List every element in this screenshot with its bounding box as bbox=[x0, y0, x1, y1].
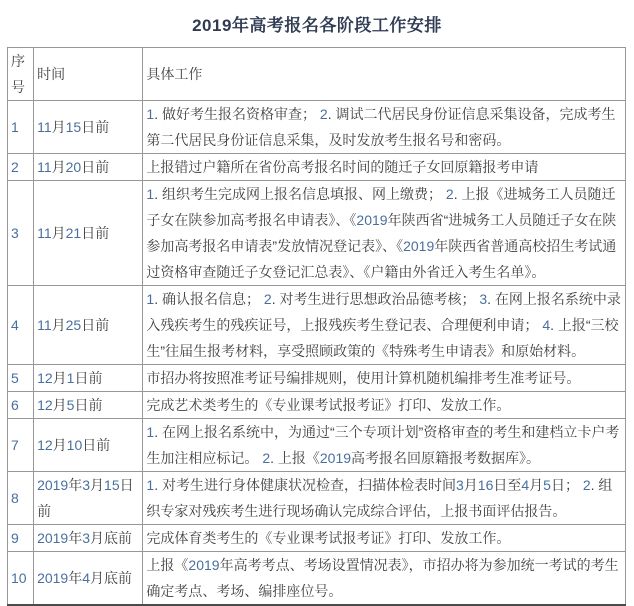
cell-work: 市招办将按照准考证号编排规则，使用计算机随机编排考生准考证号。 bbox=[143, 365, 626, 392]
column-header-work: 具体工作 bbox=[143, 48, 626, 101]
table-row bbox=[8, 101, 626, 154]
schedule-table bbox=[7, 47, 626, 606]
table-row bbox=[8, 392, 626, 419]
cell-work: 上报《2019年高考考点、考场设置情况表》，市招办将为参加统一考试的考生确定考点、考场、编排座位号。 bbox=[143, 552, 626, 606]
cell-time: 11月20日前 bbox=[34, 154, 143, 181]
cell-index: 9 bbox=[8, 525, 34, 552]
table-body bbox=[8, 101, 626, 606]
column-header-time: 时间 bbox=[34, 48, 143, 101]
cell-time: 11月25日前 bbox=[34, 286, 143, 365]
table-row bbox=[8, 525, 626, 552]
cell-time: 11月21日前 bbox=[34, 181, 143, 286]
table-row bbox=[8, 154, 626, 181]
cell-index: 6 bbox=[8, 392, 34, 419]
cell-index: 7 bbox=[8, 419, 34, 472]
cell-index: 1 bbox=[8, 101, 34, 154]
cell-index: 10 bbox=[8, 552, 34, 606]
cell-work: 1. 确认报名信息； 2. 对考生进行思想政治品德考核； 3. 在网上报名系统中录入残疾考生的残疾证号，上报残疾考生登记表、合理便利申请； 4. 上报“三校生”往届生报考材料，享受照顾政策的《特殊考生申请表》和原始材料。 bbox=[143, 286, 626, 365]
cell-time: 12月5日前 bbox=[34, 392, 143, 419]
cell-index: 3 bbox=[8, 181, 34, 286]
table-row bbox=[8, 181, 626, 286]
table-row bbox=[8, 552, 626, 606]
cell-work: 1. 组织考生完成网上报名信息填报、网上缴费； 2. 上报《进城务工人员随迁子女在陕参加高考报名申请表》、《2019年陕西省“进城务工人员随迁子女在陕参加高考报名申请表”发放情况登记表》、《2019年陕西省普通高校招生考试通过资格审查随迁子女登记汇总表》、《户籍由外省迁入考生名单》。 bbox=[143, 181, 626, 286]
cell-work: 上报错过户籍所在省份高考报名时间的随迁子女回原籍报考申请 bbox=[143, 154, 626, 181]
cell-work: 1. 做好考生报名资格审查； 2. 调试二代居民身份证信息采集设备，完成考生第二代居民身份证信息采集，及时发放考生报名号和密码。 bbox=[143, 101, 626, 154]
cell-time: 12月1日前 bbox=[34, 365, 143, 392]
cell-time: 12月10日前 bbox=[34, 419, 143, 472]
cell-time: 2019年3月15日前 bbox=[34, 472, 143, 525]
cell-time: 2019年4月底前 bbox=[34, 552, 143, 606]
cell-index: 8 bbox=[8, 472, 34, 525]
table-row bbox=[8, 286, 626, 365]
page-title: 2019年高考报名各阶段工作安排 bbox=[192, 16, 442, 35]
table-row bbox=[8, 472, 626, 525]
cell-index: 5 bbox=[8, 365, 34, 392]
cell-work: 完成艺术类考生的《专业课考试报考证》打印、发放工作。 bbox=[143, 392, 626, 419]
table-row bbox=[8, 365, 626, 392]
cell-index: 4 bbox=[8, 286, 34, 365]
table-header bbox=[8, 48, 626, 101]
cell-time: 2019年3月底前 bbox=[34, 525, 143, 552]
table-row bbox=[8, 419, 626, 472]
cell-work: 完成体育类考生的《专业课考试报考证》打印、发放工作。 bbox=[143, 525, 626, 552]
column-header-index: 序号 bbox=[8, 48, 34, 101]
cell-index: 2 bbox=[8, 154, 34, 181]
cell-work: 1. 对考生进行身体健康状况检查，扫描体检表时间3月16日至4月5日； 2. 组织专家对残疾考生进行现场确认完成综合评估，上报书面评估报告。 bbox=[143, 472, 626, 525]
cell-work: 1. 在网上报名系统中，为通过“三个专项计划”资格审查的考生和建档立卡户考生加注相应标记。 2. 上报《2019高考报名回原籍报考数据库》。 bbox=[143, 419, 626, 472]
header-row bbox=[8, 48, 626, 101]
cell-time: 11月15日前 bbox=[34, 101, 143, 154]
